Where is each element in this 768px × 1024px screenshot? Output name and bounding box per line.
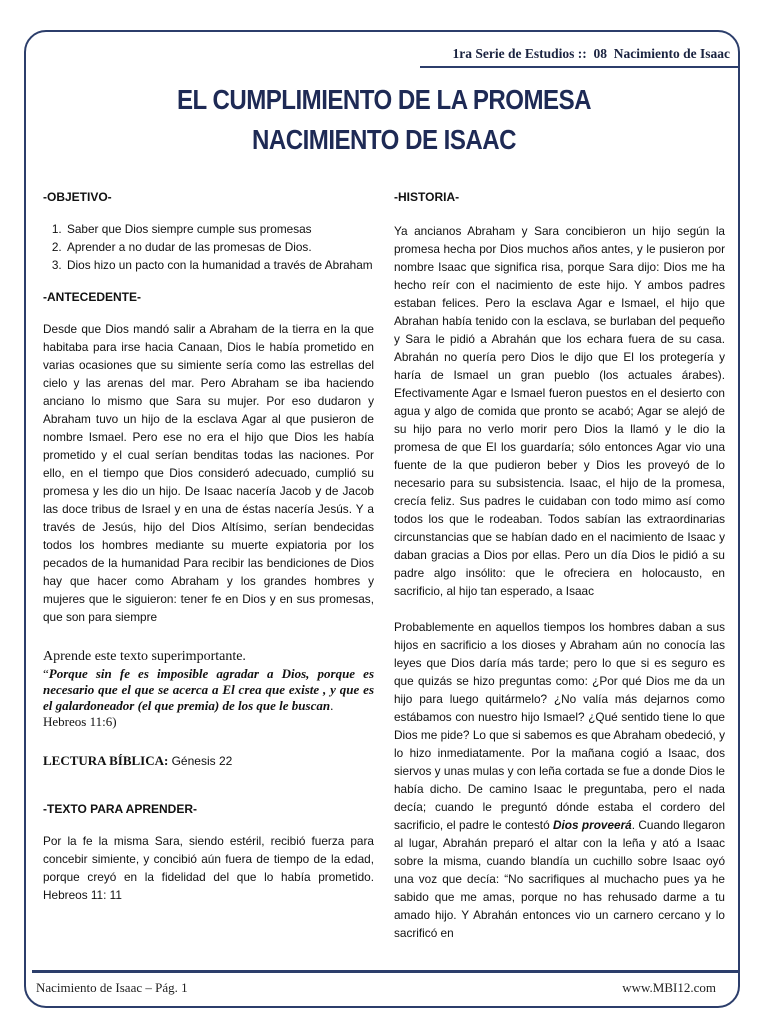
list-item: 2. Aprender a no dudar de las promesas de Dios.: [65, 238, 374, 256]
page-title-line2: NACIMIENTO DE ISAAC: [251, 124, 517, 155]
antecedente-heading: -ANTECEDENTE-: [43, 290, 141, 304]
lectura-value: Génesis 22: [171, 754, 233, 768]
list-item: 3. Dios hizo un pacto con la humanidad a través de Abraham: [65, 256, 374, 274]
antecedente-text: Desde que Dios mandó salir a Abraham de la tierra en la que habitaba para irse hacia Canaan, Dios le había prometido en varias ocasiones que su simiente sería como las estrellas del cielo y las arenas del mar. Pero Abraham se iba haciendo anciano lo mismo que Sara su mujer. Por eso dudaron y Abraham tuvo un hijo de la esclava Agar al que pusieron de nombre Ismael. Pero ese no era el hijo que Dios les había prometido y el cual serían benditas todas las naciones. Por ello, en el tiempo que Dios consideró adecuado, cumplió su promesa y les dio un hijo. De Isaac nacería Jacob y de Jacob las doce tribus de Israel y en una de éstas nacería Jesús. Y a través de Jesús, hijo del Dios Altísimo, serían bendecidas todos los hombres mediante su muerte expiatoria por los pecados de la humanidad Para recibir las bendiciones de Dios hay que hacer como Abraham y los grandes hombres y mujeres que le siguieron: tener fe en Dios y en sus promesas, que son para siempre: [43, 322, 374, 624]
quote-open: “: [43, 666, 49, 681]
quote-text: Porque sin fe es imposible agradar a Dios, porque es necesario que el que se acerca a El crea que existe , y que es el galardoneador (el que premia) de los que le buscan: [43, 666, 374, 713]
objetivos-list: [43, 220, 374, 274]
lesson-label: 08 Nacimiento de Isaac: [593, 46, 730, 61]
historia-paragraph-1: Ya ancianos Abraham y Sara concibieron un hijo según la promesa hecha por Dios muchos años antes, y le pusieron por nombre Isaac que significa risa, porque Sara dijo: Dios me ha hecho reír con el nacimiento de este hijo. Y ambos padres estaban felices. Pero la esclava Agar e Ismael, el hijo que Abrahan había tenido con la esclava, se burlaban del pequeño y Sara le pidió a Abrahán que los echara fuera de su casa. Abrahán no quería pero Dios le dijo que El los protegería y haría de Ismael un gran pueblo (los actuales árabes). Efectivamente Agar e Ismael fueron puestos en el desierto con agua y algo de comida que pronto se acabó; Agar se alejó de su hijo para no verlo morir pero Dios la llamó y le dio la promesa de que El los guardaría; sólo entonces Agar vio una fuente de la que pudieron beber y Dios les proveyó de lo necesario para su subsistencia. Isaac, el hijo de la promesa, crecía feliz. Sus padres le cuidaban con todo mimo así como todos los que le rodeaban. Todos sabían las extraordinarias circunstancias que se habían dado en el nacimiento de Isaac y daban gracias a Dios por ellas. Pero un día Dios le pidió a su padre algo insólito: que le ofreciera en holocausto, en sacrificio, al hijo tan esperado, a Isaac: [394, 224, 725, 598]
historia-paragraph-2: [394, 618, 725, 942]
footer-website: www.MBI12.com: [622, 980, 716, 995]
left-column: [43, 188, 374, 904]
paragraph-2-start: Probablemente en aquellos tiempos los hombres daban a sus hijos en sacrificio a los dioses y Abraham aún no conocía las leyes que Dios daría más tarde; pero lo que si es seguro es que quizás se hizo preguntas como: ¿Por qué Dios me da un hijo para luego quitármelo? ¿No valía más dejarnos como estábamos con nuestro hijo Ismael? ¿Qué sentido tiene lo que Dios me pide? Lo que si sabemos es que Abraham obedeció, y lo hizo inmediatamente. Por la mañana cogió a Isaac, dos siervos y unas mulas y con leña cortada se fue a donde Dios le había dicho. De camino Isaac le preguntaba, pero el nada decía; cuando le preguntó dónde estaba el cordero del sacrificio, el padre le contestó: [394, 620, 725, 832]
quote-intro: Aprende este texto superimportante.: [43, 649, 246, 664]
series-header: [453, 46, 730, 62]
footer-divider: [32, 970, 740, 973]
quote-reference: Hebreos 11:6): [43, 714, 117, 729]
series-label: 1ra Serie de Estudios ::: [452, 46, 587, 61]
page-title-line1: EL CUMPLIMIENTO DE LA PROMESA: [176, 84, 592, 115]
paragraph-2-italic: Dios proveerá: [553, 818, 632, 832]
lectura-label: LECTURA BÍBLICA:: [43, 753, 169, 768]
historia-heading: -HISTORIA-: [394, 190, 460, 204]
objetivo-heading: -OBJETIVO-: [43, 190, 112, 204]
header-divider: [420, 66, 740, 68]
quote-close: .: [330, 698, 334, 713]
texto-heading: -TEXTO PARA APRENDER-: [43, 802, 198, 816]
list-item: 1. Saber que Dios siempre cumple sus promesas: [65, 220, 374, 238]
right-column: [394, 188, 725, 942]
quote: [43, 666, 374, 714]
paragraph-2-end: . Cuando llegaron al lugar, Abrahán preparó el altar con la leña y ató a Isaac sobre la misma, cuando blandía un cuchillo sobre Isaac oyó una voz que decía: “No sacrifiques al muchacho pues ya he sabido que me amas, porque no has rehusado darme a tu amado hijo. Y Abrahán entonces vio un carnero cercano y lo sacrificó en: [394, 818, 726, 940]
footer-page: Nacimiento de Isaac – Pág. 1: [36, 980, 188, 995]
texto-text: Por la fe la misma Sara, siendo estéril, recibió fuerza para concebir simiente, y concibió aún fuera de tiempo de la edad, porque creyó en la fidelidad del que lo había prometido. Hebreos 11: 11: [43, 834, 374, 902]
lectura-biblica: [43, 752, 374, 770]
